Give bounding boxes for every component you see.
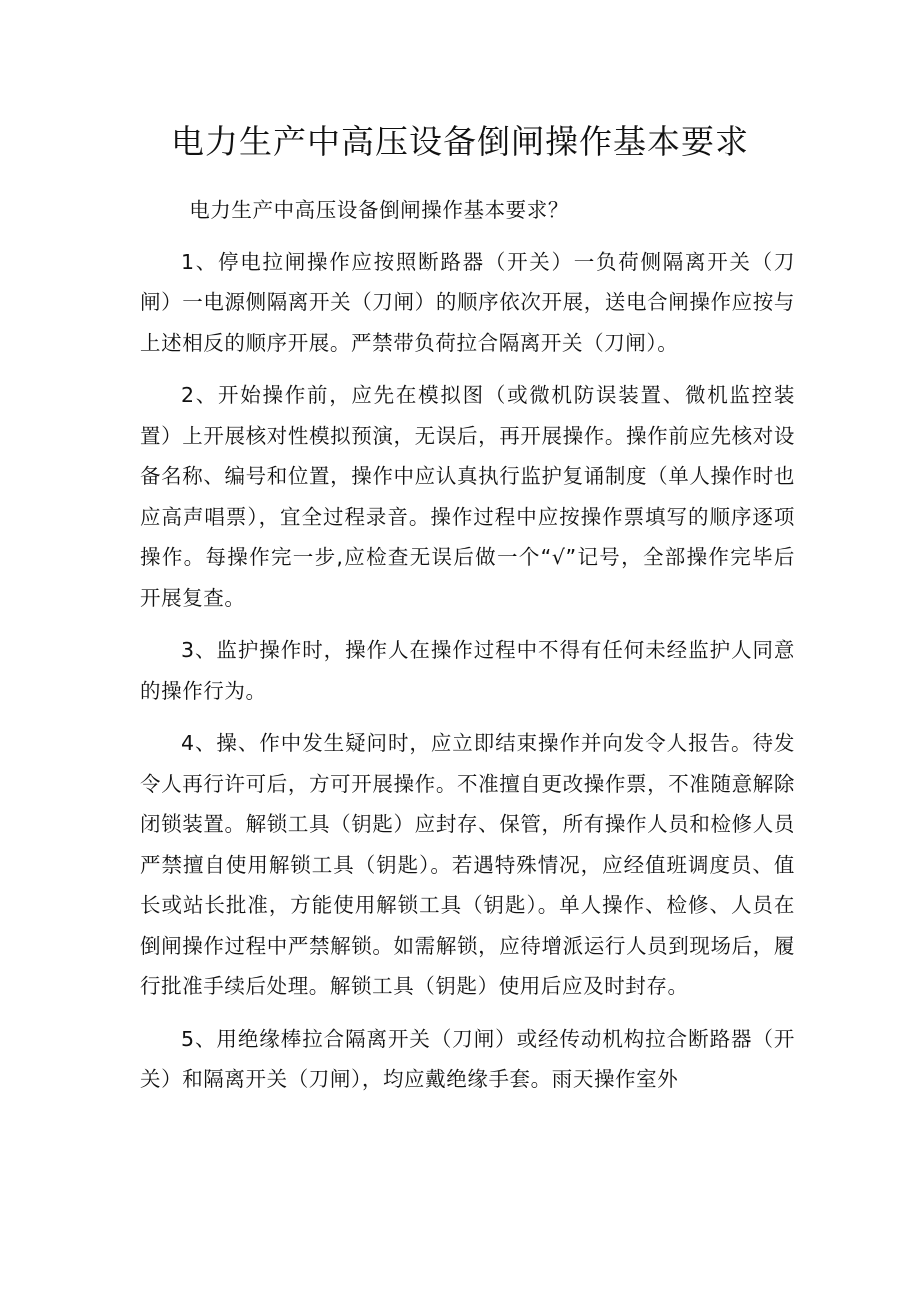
document-title: 电力生产中高压设备倒闸操作基本要求	[171, 122, 749, 161]
paragraph-5: 5、用绝缘棒拉合隔离开关（刀闸）或经传动机构拉合断路器（开关）和隔离开关（刀闸），均应戴绝缘手套。雨天操作室外	[140, 1026, 795, 1091]
document-body	[140, 190, 795, 1112]
paragraph-3: 3、监护操作时，操作人在操作过程中不得有任何未经监护人同意的操作行为。	[140, 638, 795, 703]
paragraph-4: 4、操、作中发生疑问时，应立即结束操作并向发令人报告。待发令人再行许可后，方可开展操作。不准擅自更改操作票，不准随意解除闭锁装置。解锁工具（钥匙）应封存、保管，所有操作人员和检修人员严禁擅自使用解锁工具（钥匙）。若遇特殊情况，应经值班调度员、值长或站长批准，方能使用解锁工具（钥匙）。单人操作、检修、人员在倒闸操作过程中严禁解锁。如需解锁，应待增派运行人员到现场后，履行批准手续后处理。解锁工具（钥匙）使用后应及时封存。	[140, 731, 795, 998]
document-subtitle: 电力生产中高压设备倒闸操作基本要求？	[189, 198, 569, 222]
paragraph-1: 1、停电拉闸操作应按照断路器（开关）一负荷侧隔离开关（刀闸）一电源侧隔离开关（刀闸）的顺序依次开展，送电合闸操作应按与上述相反的顺序开展。严禁带负荷拉合隔离开关（刀闸）。	[140, 249, 795, 355]
paragraph-2: 2、开始操作前，应先在模拟图（或微机防误装置、微机监控装置）上开展核对性模拟预演，无误后，再开展操作。操作前应先核对设备名称、编号和位置，操作中应认真执行监护复诵制度（单人操作时也应高声唱票），宜全过程录音。操作过程中应按操作票填写的顺序逐项操作。每操作完一步,应检查无误后做一个“√”记号，全部操作完毕后开展复查。	[140, 383, 795, 610]
